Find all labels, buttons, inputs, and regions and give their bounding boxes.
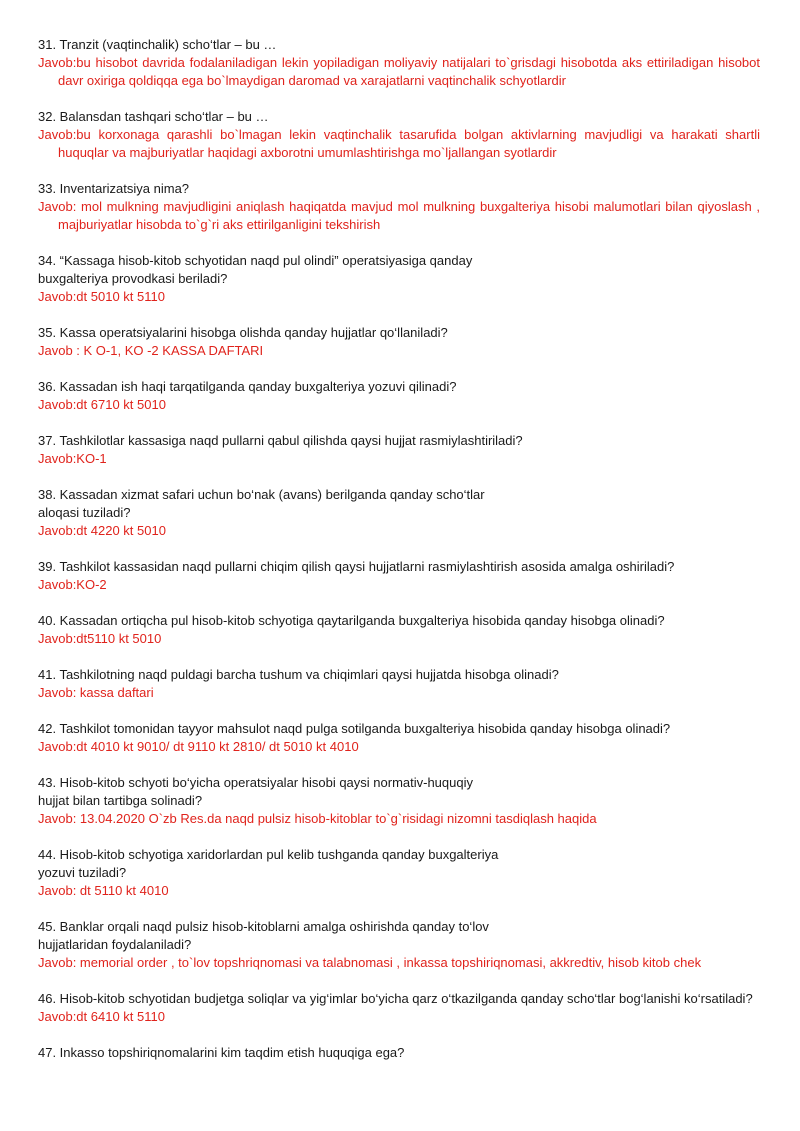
question-31 xyxy=(38,36,760,90)
question-44 xyxy=(38,846,760,900)
answer-text: Javob: memorial order , to`lov topshriqnomasi va talabnomasi , inkassa topshiriqnomasi, akkredtiv, hisob kitob chek xyxy=(38,955,702,970)
question-line: 43. Hisob-kitob schyoti bo‘yicha operatsiyalar hisobi qaysi normativ-huquqiy xyxy=(38,775,473,790)
question-43 xyxy=(38,774,760,828)
question-34 xyxy=(38,252,760,306)
answer-text: Javob:dt 6410 kt 5110 xyxy=(38,1009,165,1024)
question-text: 37. Tashkilotlar kassasiga naqd pullarni qabul qilishda qaysi hujjat rasmiylashtiriladi? xyxy=(38,433,523,448)
question-41 xyxy=(38,666,760,702)
question-line: aloqasi tuziladi? xyxy=(38,505,131,520)
question-text xyxy=(38,774,760,810)
question-line: hujjatlaridan foydalaniladi? xyxy=(38,937,192,952)
question-text xyxy=(38,486,760,522)
question-text xyxy=(38,252,760,288)
question-text xyxy=(38,846,760,882)
question-38 xyxy=(38,486,760,540)
question-line: 38. Kassadan xizmat safari uchun bo‘nak (avans) berilganda qanday scho‘tlar xyxy=(38,487,485,502)
answer-text: Javob: mol mulkning mavjudligini aniqlash haqiqatda mavjud mol mulkning buxgalteriya hisobi malumotlari bilan qiyoslash , majburiyatlar hisobda to`g`ri aks ettirilganligini tekshirish xyxy=(38,199,760,232)
question-46 xyxy=(38,990,760,1026)
question-33 xyxy=(38,180,760,234)
question-39 xyxy=(38,558,760,594)
question-37 xyxy=(38,432,760,468)
answer-text: Javob:KO-1 xyxy=(38,451,107,466)
question-text xyxy=(38,918,760,954)
answer-text: Javob:bu hisobot davrida fodalaniladigan lekin yopiladigan moliyaviy natijalari to`grisdagi hisobotda aks ettiriladigan hisobot davr oxiriga qoldiqqa ega bo`lmaydigan daromad va xarajatlarni vaqtinchalik schyotlardir xyxy=(38,55,760,88)
question-line: 44. Hisob-kitob schyotiga xaridorlardan pul kelib tushganda qanday buxgalteriya xyxy=(38,847,499,862)
answer-text: Javob : K O-1, KO -2 KASSA DAFTARI xyxy=(38,343,264,358)
question-47 xyxy=(38,1044,760,1062)
question-line: hujjat bilan tartibga solinadi? xyxy=(38,793,203,808)
question-text: 40. Kassadan ortiqcha pul hisob-kitob schyotiga qaytarilganda buxgalteriya hisobida qanday hisobga olinadi? xyxy=(38,613,665,628)
question-line: 34. “Kassaga hisob-kitob schyotidan naqd pul olindi” operatsiyasiga qanday xyxy=(38,253,473,268)
question-text: 42. Tashkilot tomonidan tayyor mahsulot naqd pulga sotilganda buxgalteriya hisobida qanday hisobga olinadi? xyxy=(38,721,671,736)
answer-text: Javob:dt 4220 kt 5010 xyxy=(38,523,166,538)
answer-text: Javob:dt5110 kt 5010 xyxy=(38,631,162,646)
question-text: 32. Balansdan tashqari scho‘tlar – bu … xyxy=(38,109,269,124)
question-line: 45. Banklar orqali naqd pulsiz hisob-kitoblarni amalga oshirishda qanday to‘lov xyxy=(38,919,489,934)
question-line: buxgalteriya provodkasi beriladi? xyxy=(38,271,228,286)
question-35 xyxy=(38,324,760,360)
question-line: yozuvi tuziladi? xyxy=(38,865,127,880)
answer-text: Javob:dt 4010 kt 9010/ dt 9110 kt 2810/ dt 5010 kt 4010 xyxy=(38,739,359,754)
question-text: 35. Kassa operatsiyalarini hisobga olishda qanday hujjatlar qo‘llaniladi? xyxy=(38,325,448,340)
question-40 xyxy=(38,612,760,648)
answer-text: Javob: 13.04.2020 O`zb Res.da naqd pulsiz hisob-kitoblar to`g`risidagi nizomni tasdiqlash haqida xyxy=(38,811,597,826)
question-42 xyxy=(38,720,760,756)
question-text: 36. Kassadan ish haqi tarqatilganda qanday buxgalteriya yozuvi qilinadi? xyxy=(38,379,457,394)
question-text: 46. Hisob-kitob schyotidan budjetga soliqlar va yig‘imlar bo‘yicha qarz o‘tkazilganda qanday scho‘tlar bog‘lanishi ko‘rsatiladi? xyxy=(38,991,753,1006)
question-text: 41. Tashkilotning naqd puldagi barcha tushum va chiqimlari qaysi hujjatda hisobga olinadi? xyxy=(38,667,559,682)
question-text: 47. Inkasso topshiriqnomalarini kim taqdim etish huquqiga ega? xyxy=(38,1045,405,1060)
question-text: 33. Inventarizatsiya nima? xyxy=(38,181,190,196)
question-text: 31. Tranzit (vaqtinchalik) scho‘tlar – bu … xyxy=(38,37,277,52)
answer-text: Javob: dt 5110 kt 4010 xyxy=(38,883,169,898)
question-45 xyxy=(38,918,760,972)
question-36 xyxy=(38,378,760,414)
answer-text: Javob: kassa daftari xyxy=(38,685,154,700)
answer-text: Javob:dt 5010 kt 5110 xyxy=(38,289,165,304)
question-32 xyxy=(38,108,760,162)
answer-text: Javob:KO-2 xyxy=(38,577,107,592)
document-page xyxy=(38,36,760,1080)
question-text: 39. Tashkilot kassasidan naqd pullarni chiqim qilish qaysi hujjatlarni rasmiylashtirish asosida amalga oshiriladi? xyxy=(38,559,675,574)
answer-text: Javob:bu korxonaga qarashli bo`lmagan lekin vaqtinchalik tasarufida bolgan aktivlarning mavjudligi va harakati shartli huquqlar va majburiyatlar haqidagi axborotni umumlashtirishga mo`ljallangan syotlardir xyxy=(38,127,760,160)
answer-text: Javob:dt 6710 kt 5010 xyxy=(38,397,166,412)
